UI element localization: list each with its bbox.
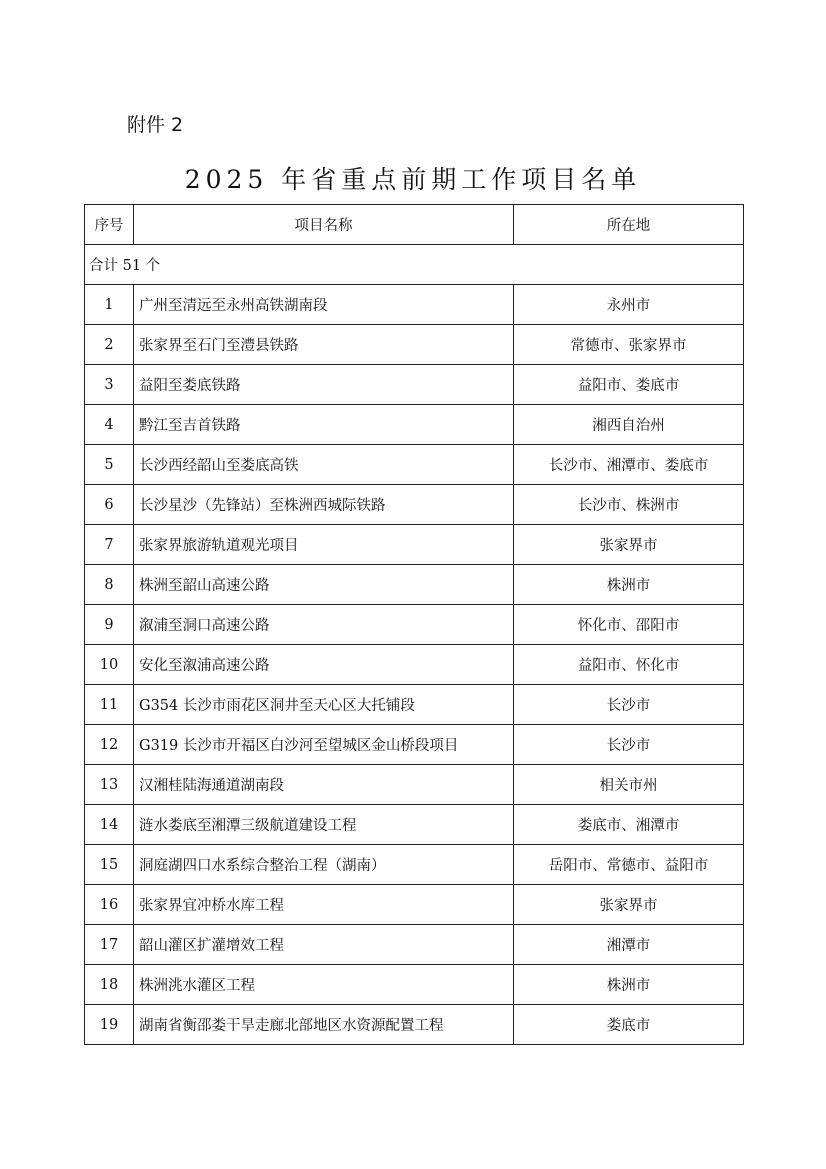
project-name: 株洲至韶山高速公路 [134, 565, 514, 605]
table-row [85, 325, 744, 365]
project-name: 溆浦至洞口高速公路 [134, 605, 514, 645]
table-row [85, 565, 744, 605]
row-index: 1 [85, 285, 134, 325]
row-index: 19 [85, 1005, 134, 1045]
location: 永州市 [514, 285, 744, 325]
table-row [85, 485, 744, 525]
table-row [85, 685, 744, 725]
project-name: 涟水娄底至湘潭三级航道建设工程 [134, 805, 514, 845]
row-index: 6 [85, 485, 134, 525]
row-index: 15 [85, 845, 134, 885]
table-row [85, 285, 744, 325]
location: 娄底市、湘潭市 [514, 805, 744, 845]
table-row [85, 885, 744, 925]
row-index: 13 [85, 765, 134, 805]
table-row [85, 965, 744, 1005]
location: 娄底市 [514, 1005, 744, 1045]
project-name: G354 长沙市雨花区洞井至天心区大托铺段 [134, 685, 514, 725]
row-index: 14 [85, 805, 134, 845]
project-name: 韶山灌区扩灌增效工程 [134, 925, 514, 965]
location: 岳阳市、常德市、益阳市 [514, 845, 744, 885]
row-index: 9 [85, 605, 134, 645]
row-index: 18 [85, 965, 134, 1005]
header-index: 序号 [85, 205, 134, 245]
project-name: 广州至清远至永州高铁湖南段 [134, 285, 514, 325]
project-name: 张家界至石门至澧县铁路 [134, 325, 514, 365]
project-name: 张家界旅游轨道观光项目 [134, 525, 514, 565]
table-row [85, 1005, 744, 1045]
table-row [85, 605, 744, 645]
row-index: 4 [85, 405, 134, 445]
table-row [85, 365, 744, 405]
row-index: 7 [85, 525, 134, 565]
table-row [85, 445, 744, 485]
project-name: 湖南省衡邵娄干旱走廊北部地区水资源配置工程 [134, 1005, 514, 1045]
location: 张家界市 [514, 885, 744, 925]
row-index: 3 [85, 365, 134, 405]
project-name: 张家界宜冲桥水库工程 [134, 885, 514, 925]
location: 长沙市 [514, 685, 744, 725]
location: 怀化市、邵阳市 [514, 605, 744, 645]
project-name: 长沙星沙（先锋站）至株洲西城际铁路 [134, 485, 514, 525]
table-header-row [85, 205, 744, 245]
header-location: 所在地 [514, 205, 744, 245]
location: 益阳市、娄底市 [514, 365, 744, 405]
row-index: 5 [85, 445, 134, 485]
location: 湘西自治州 [514, 405, 744, 445]
project-name: G319 长沙市开福区白沙河至望城区金山桥段项目 [134, 725, 514, 765]
table-row [85, 725, 744, 765]
row-index: 10 [85, 645, 134, 685]
location: 相关市州 [514, 765, 744, 805]
location: 长沙市、株洲市 [514, 485, 744, 525]
table-row [85, 845, 744, 885]
row-index: 11 [85, 685, 134, 725]
table-row [85, 925, 744, 965]
location: 长沙市、湘潭市、娄底市 [514, 445, 744, 485]
location: 株洲市 [514, 565, 744, 605]
location: 株洲市 [514, 965, 744, 1005]
row-index: 12 [85, 725, 134, 765]
table-row [85, 645, 744, 685]
row-index: 17 [85, 925, 134, 965]
project-name: 安化至溆浦高速公路 [134, 645, 514, 685]
row-index: 16 [85, 885, 134, 925]
table-row [85, 525, 744, 565]
location: 张家界市 [514, 525, 744, 565]
document-title: 2025 年省重点前期工作项目名单 [184, 165, 642, 194]
header-project-name: 项目名称 [134, 205, 514, 245]
location: 长沙市 [514, 725, 744, 765]
project-name: 洞庭湖四口水系综合整治工程（湖南） [134, 845, 514, 885]
project-name: 株洲洮水灌区工程 [134, 965, 514, 1005]
project-name: 益阳至娄底铁路 [134, 365, 514, 405]
location: 常德市、张家界市 [514, 325, 744, 365]
location: 湘潭市 [514, 925, 744, 965]
project-name: 长沙西经韶山至娄底高铁 [134, 445, 514, 485]
table-row [85, 805, 744, 845]
project-name: 汉湘桂陆海通道湖南段 [134, 765, 514, 805]
total-count: 合计 51 个 [85, 245, 744, 285]
table-row [85, 405, 744, 445]
location: 益阳市、怀化市 [514, 645, 744, 685]
table-row [85, 765, 744, 805]
row-index: 8 [85, 565, 134, 605]
project-table [84, 204, 744, 1045]
row-index: 2 [85, 325, 134, 365]
attachment-label: 附件 2 [127, 114, 184, 136]
project-name: 黔江至吉首铁路 [134, 405, 514, 445]
total-row [85, 245, 744, 285]
